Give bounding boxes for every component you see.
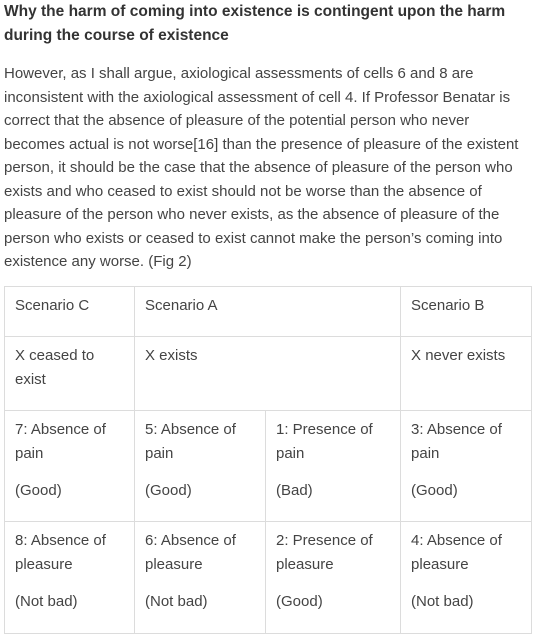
pleasure-cell-a2 [266,522,401,634]
cell-label: 8: Absence of pleasure [15,532,106,573]
pain-cell-b [401,411,532,522]
header-cell-scenario-b: Scenario B [401,287,532,337]
cell-label: 1: Presence of pain [276,421,373,462]
table-row-header [5,287,532,337]
table-row-pain [5,411,532,522]
section-paragraph: However, as I shall argue, axiological assessments of cells 6 and 8 are inconsistent with the axiological assessment of cell 4. If Professor Benatar is correct that the absence of pleasure of the potential person who never becomes actual is not worse[16] than the presence of pleasure of the existent person, it should be the case that the absence of pleasure of the person who exists and who ceased to exist should not be worse than the absence of pleasure of the person who never exists, as the absence of pleasure of the person who exists or ceased to exist cannot make the person’s coming into existence any worse. (Fig 2) [4,65,519,270]
section-heading: Why the harm of coming into existence is contingent upon the harm during the course of existence [4,3,506,44]
pleasure-cell-b [401,522,532,634]
cell-value: (Not bad) [15,593,78,610]
cell-label: 3: Absence of pain [411,421,502,462]
cell-label: 4: Absence of pleasure [411,532,502,573]
status-cell-c: X ceased to exist [5,337,135,411]
status-cell-b: X never exists [401,337,532,411]
header-cell-scenario-a: Scenario A [135,287,401,337]
cell-value: (Not bad) [145,593,208,610]
cell-value: (Good) [145,482,192,499]
cell-value: (Good) [411,482,458,499]
cell-label: 5: Absence of pain [145,421,236,462]
cell-value: (Good) [276,593,323,610]
table-row-pleasure [5,522,532,634]
cell-label: 2: Presence of pleasure [276,532,373,573]
cell-label: 7: Absence of pain [15,421,106,462]
table-row-status [5,337,532,411]
pain-cell-a1 [135,411,266,522]
header-cell-scenario-c: Scenario C [5,287,135,337]
pain-cell-a2 [266,411,401,522]
cell-value: (Bad) [276,482,313,499]
pleasure-cell-a1 [135,522,266,634]
pain-cell-c [5,411,135,522]
cell-value: (Not bad) [411,593,474,610]
status-cell-a: X exists [135,337,401,411]
cell-value: (Good) [15,482,62,499]
scenario-table [4,286,532,634]
cell-label: 6: Absence of pleasure [145,532,236,573]
pleasure-cell-c [5,522,135,634]
